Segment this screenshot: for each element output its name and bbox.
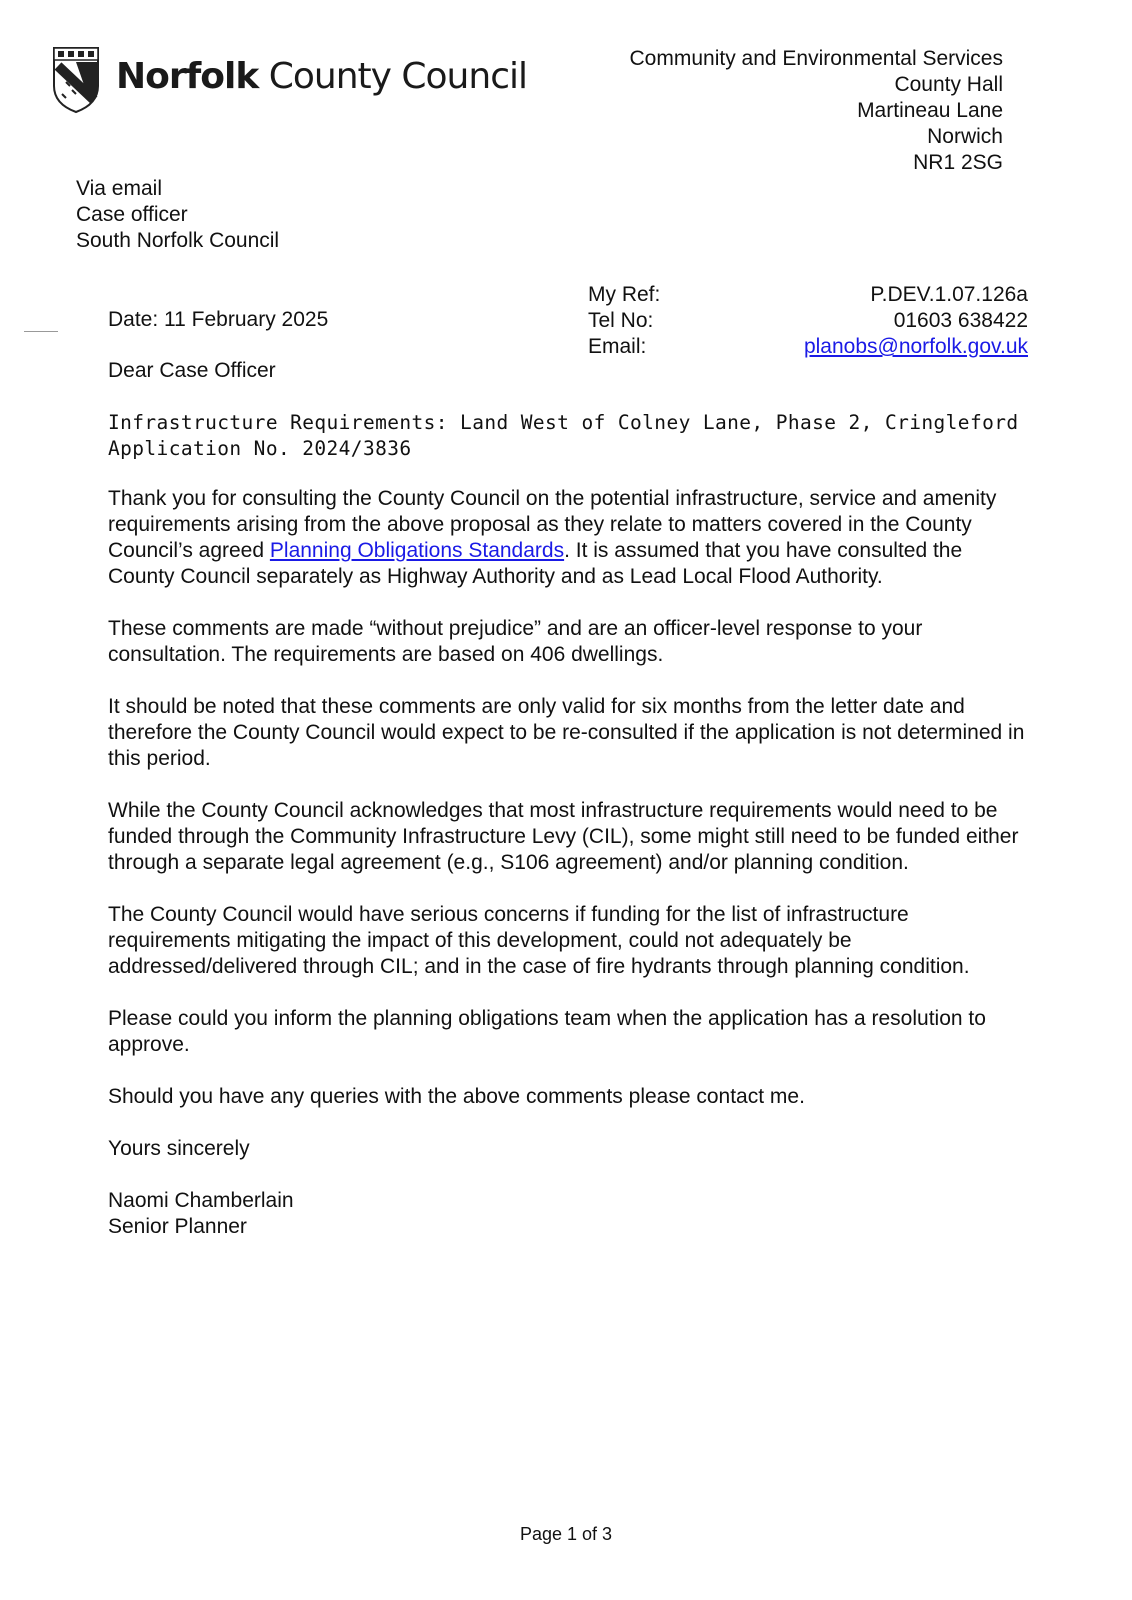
my-ref-row <box>588 282 1028 308</box>
recipient-block <box>76 176 279 254</box>
council-crest-icon <box>52 46 100 114</box>
letter-body <box>108 358 1028 1240</box>
fold-mark <box>24 331 58 332</box>
recipient-line: Case officer <box>76 203 188 226</box>
address-line: Martineau Lane <box>857 99 1003 122</box>
paragraph-6: Please could you inform the planning obligations team when the application has a resolution to approve. <box>108 1007 986 1056</box>
council-logo <box>52 46 527 118</box>
paragraph-4: While the County Council acknowledges that most infrastructure requirements would need to be funded through the Community Infrastructure Levy (CIL), some might still need to be funded either through a separate legal agreement (e.g., S106 agreement) and/or planning condition. <box>108 799 1019 874</box>
email-row <box>588 334 1028 360</box>
paragraph-7: Should you have any queries with the above comments please contact me. <box>108 1085 805 1108</box>
my-ref-label: My Ref: <box>588 283 661 306</box>
email-label: Email: <box>588 335 647 358</box>
paragraph-1: Thank you for consulting the County Council on the potential infrastructure, service and amenity requirements arising from the above proposal as they relate to matters covered in the County Council’s agreed Planning Obligations Standards. It is assumed that you have consulted the County Council separately as Highway Authority and as Lead Local Flood Authority. <box>108 487 997 588</box>
closing: Yours sincerely <box>108 1137 250 1160</box>
planning-obligations-link[interactable]: Planning Obligations Standards <box>269 539 565 562</box>
letter-date: Date: 11 February 2025 <box>108 308 329 331</box>
address-line: Norwich <box>927 125 1003 148</box>
reference-block <box>588 282 1028 360</box>
email-link[interactable]: planobs@norfolk.gov.uk <box>803 335 1028 358</box>
address-line: Community and Environmental Services <box>629 47 1003 70</box>
paragraph-5: The County Council would have serious concerns if funding for the list of infrastructure requirements mitigating the impact of this development, could not adequately be addressed/delivered through CIL; and in the case of fire hydrants through planning condition. <box>108 903 970 978</box>
signatory-title: Senior Planner <box>108 1215 247 1238</box>
tel-value: 01603 638422 <box>893 309 1028 332</box>
tel-row <box>588 308 1028 334</box>
address-line: County Hall <box>894 73 1003 96</box>
council-name: Norfolk County Council <box>116 56 527 97</box>
salutation: Dear Case Officer <box>108 359 276 382</box>
sender-address <box>630 46 1004 176</box>
recipient-line: Via email <box>76 177 162 200</box>
signature-block <box>108 1188 1028 1240</box>
recipient-line: South Norfolk Council <box>76 229 280 252</box>
subject-heading <box>108 410 1028 462</box>
paragraph-3: It should be noted that these comments are only valid for six months from the letter date and therefore the County Council would expect to be re-consulted if the application is not determined in this period. <box>108 695 1025 770</box>
subject-line-1: Infrastructure Requirements: Land West of Colney Lane, Phase 2, Cringleford <box>108 411 1019 434</box>
tel-label: Tel No: <box>588 309 654 332</box>
page-number: Page 1 of 3 <box>519 1524 613 1544</box>
signatory-name: Naomi Chamberlain <box>108 1189 294 1212</box>
address-line: NR1 2SG <box>913 151 1003 174</box>
subject-line-2: Application No. 2024/3836 <box>108 437 412 460</box>
paragraph-2: These comments are made “without prejudice” and are an officer-level response to your consultation. The requirements are based on 406 dwellings. <box>108 617 923 666</box>
my-ref-value: P.DEV.1.07.126a <box>870 283 1028 306</box>
